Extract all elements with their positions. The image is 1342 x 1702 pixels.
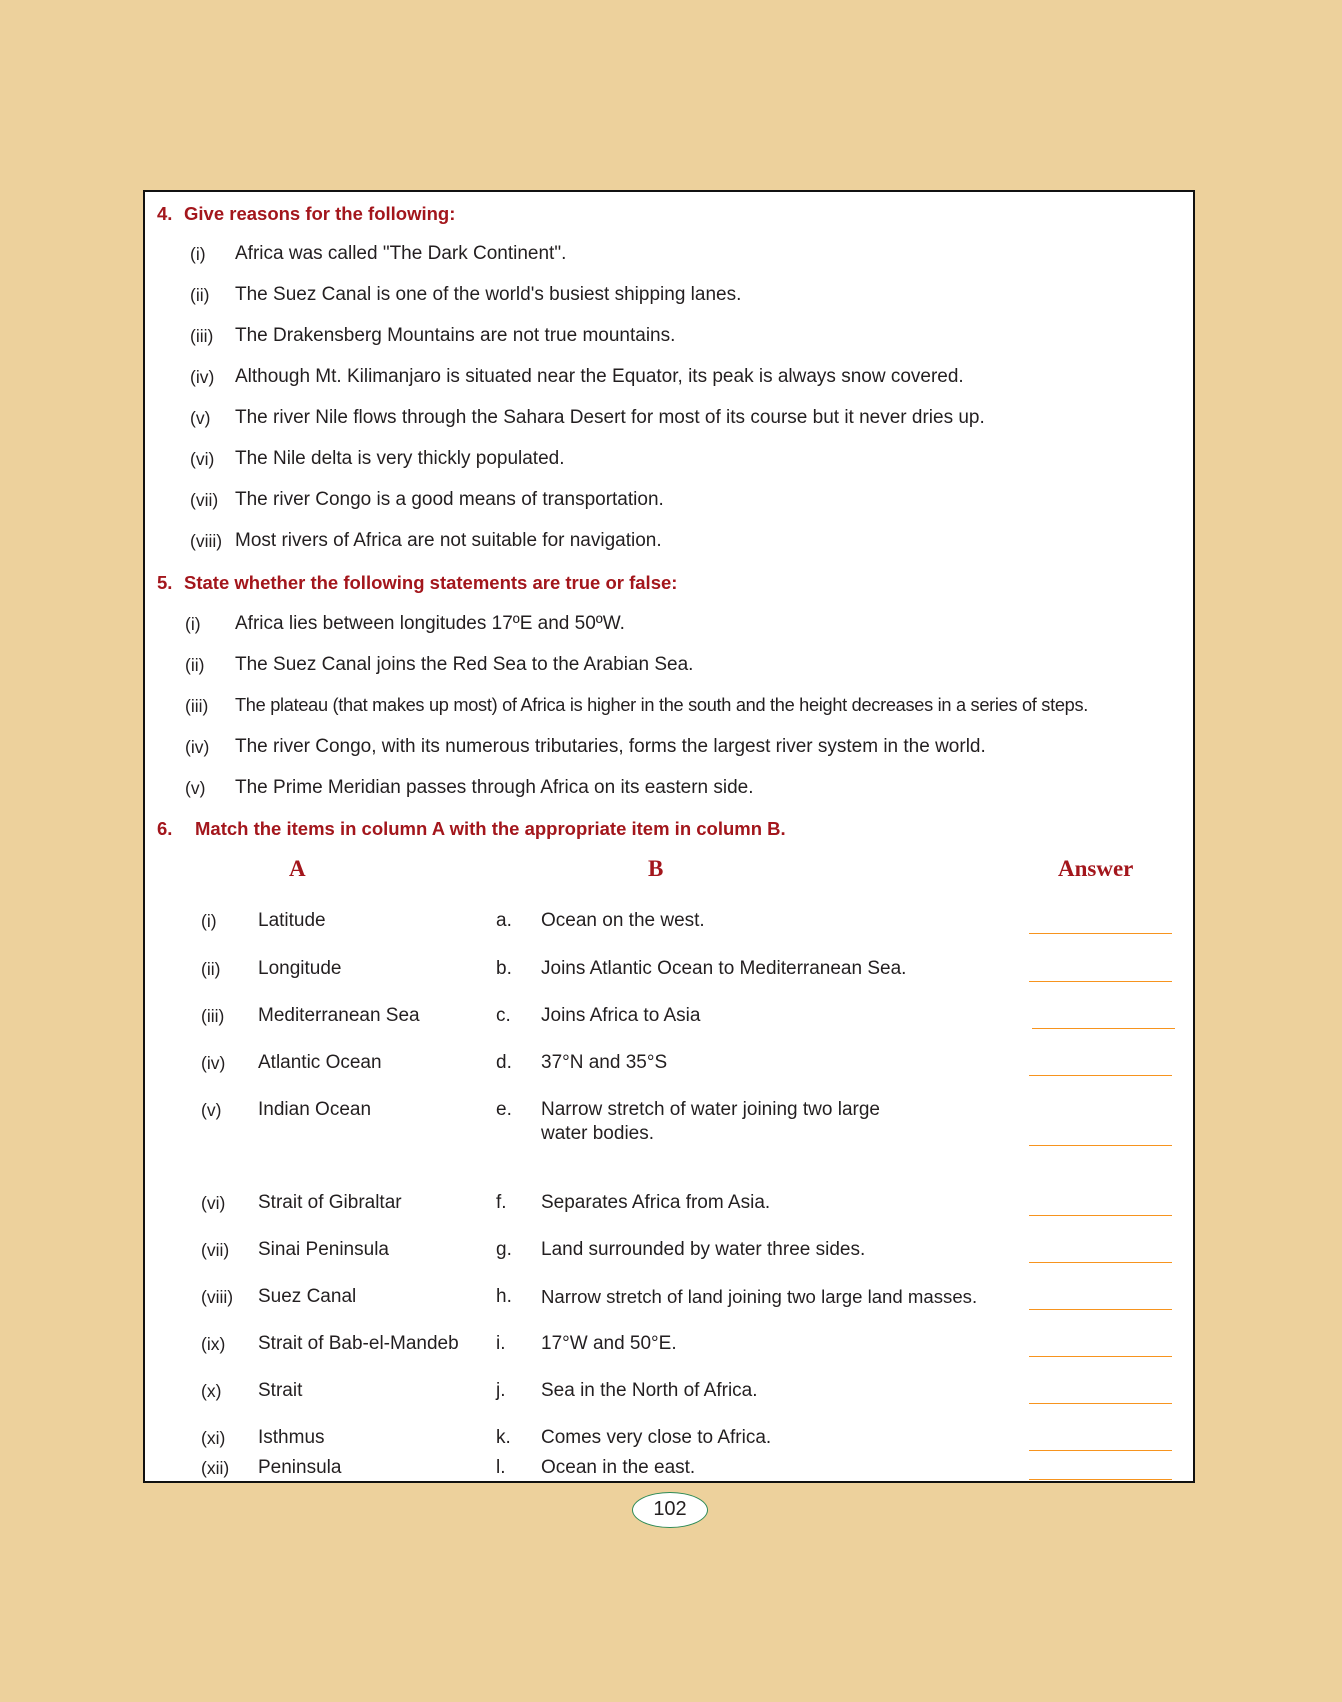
match-row-last bbox=[143, 1459, 1195, 1483]
column-b-letter: d. bbox=[496, 1052, 512, 1073]
match-row-number: (v) bbox=[201, 1100, 222, 1120]
column-a-item: Atlantic Ocean bbox=[258, 1052, 382, 1073]
match-row bbox=[145, 1005, 1197, 1051]
q4-item-number: (iii) bbox=[190, 326, 214, 346]
q4-number: 4. bbox=[157, 203, 173, 224]
answer-blank[interactable] bbox=[1029, 1075, 1172, 1076]
match-row-number: (xii) bbox=[201, 1458, 230, 1478]
q5-item-number: (iv) bbox=[185, 737, 210, 757]
answer-blank[interactable] bbox=[1029, 1356, 1172, 1357]
answer-blank[interactable] bbox=[1029, 1215, 1172, 1216]
page-number-badge: 102 bbox=[632, 1492, 708, 1528]
match-row-number: (iii) bbox=[201, 1006, 225, 1026]
q4-item-text: The Nile delta is very thickly populated. bbox=[235, 448, 565, 469]
q5-item-number: (i) bbox=[185, 614, 201, 634]
column-b-item: Joins Atlantic Ocean to Mediterranean Sea. bbox=[541, 958, 907, 979]
answer-blank[interactable] bbox=[1029, 1450, 1172, 1451]
column-a-item: Strait of Bab-el-Mandeb bbox=[258, 1333, 459, 1354]
answer-blank[interactable] bbox=[1029, 1145, 1172, 1146]
answer-blank[interactable] bbox=[1029, 1262, 1172, 1263]
column-b-item-continued: water bodies. bbox=[541, 1123, 655, 1144]
column-b-letter: b. bbox=[496, 958, 512, 979]
column-a-item: Sinai Peninsula bbox=[258, 1239, 389, 1260]
worksheet-panel bbox=[143, 190, 1195, 1483]
q5-item-text: The Prime Meridian passes through Africa on its eastern side. bbox=[235, 777, 754, 798]
q4-item-number: (ii) bbox=[190, 285, 210, 305]
column-b-letter: h. bbox=[496, 1286, 512, 1307]
column-b-letter: e. bbox=[496, 1099, 512, 1120]
column-b-letter: i. bbox=[496, 1333, 506, 1354]
match-row-number: (vi) bbox=[201, 1193, 226, 1213]
q6-number: 6. bbox=[157, 818, 173, 839]
q4-item-number: (v) bbox=[190, 408, 211, 428]
column-a-item: Strait bbox=[258, 1380, 303, 1401]
match-row bbox=[145, 1239, 1197, 1285]
q5-number: 5. bbox=[157, 572, 173, 593]
column-a-item: Peninsula bbox=[258, 1457, 342, 1478]
column-b-item: 17°W and 50°E. bbox=[541, 1333, 677, 1354]
column-b-item: Separates Africa from Asia. bbox=[541, 1192, 771, 1213]
column-b-letter: j. bbox=[496, 1380, 506, 1401]
q4-item-number: (viii) bbox=[190, 531, 223, 551]
match-row bbox=[145, 1192, 1197, 1238]
match-row-number: (iv) bbox=[201, 1053, 226, 1073]
answer-blank[interactable] bbox=[1032, 1028, 1175, 1029]
column-b-item: Land surrounded by water three sides. bbox=[541, 1239, 866, 1260]
column-a-header: A bbox=[289, 856, 306, 881]
q5-item-number: (iii) bbox=[185, 696, 209, 716]
answer-blank[interactable] bbox=[1029, 1403, 1172, 1404]
match-row-number: (viii) bbox=[201, 1287, 234, 1307]
match-row-number: (x) bbox=[201, 1381, 222, 1401]
answer-blank[interactable] bbox=[1029, 933, 1172, 934]
column-a-item: Mediterranean Sea bbox=[258, 1005, 420, 1026]
q4-item-number: (vi) bbox=[190, 449, 215, 469]
column-a-item: Isthmus bbox=[258, 1427, 325, 1448]
column-a-item: Longitude bbox=[258, 958, 342, 979]
q5-item-text: The plateau (that makes up most) of Africa is higher in the south and the height decreases in a series of steps. bbox=[235, 695, 1089, 715]
column-b-item: Narrow stretch of water joining two large bbox=[541, 1099, 880, 1120]
match-row bbox=[145, 958, 1197, 1004]
match-row bbox=[145, 1333, 1197, 1379]
column-b-item: Sea in the North of Africa. bbox=[541, 1380, 758, 1401]
q5-item-number: (v) bbox=[185, 778, 206, 798]
q4-item-number: (i) bbox=[190, 244, 206, 264]
match-row bbox=[145, 910, 1197, 956]
q4-item-text: Most rivers of Africa are not suitable for navigation. bbox=[235, 530, 662, 551]
column-a-item: Suez Canal bbox=[258, 1286, 357, 1307]
q4-item-text: Although Mt. Kilimanjaro is situated near the Equator, its peak is always snow covered. bbox=[235, 366, 964, 387]
match-row bbox=[145, 1380, 1197, 1426]
match-row-number: (ix) bbox=[201, 1334, 226, 1354]
column-b-item: 37°N and 35°S bbox=[541, 1052, 668, 1073]
answer-blank[interactable] bbox=[1029, 981, 1172, 982]
q4-item-text: The Suez Canal is one of the world's busiest shipping lanes. bbox=[235, 284, 742, 305]
match-row bbox=[145, 1052, 1197, 1098]
column-b-item: Ocean on the west. bbox=[541, 910, 705, 931]
q4-item-text: The river Nile flows through the Sahara Desert for most of its course but it never dries up. bbox=[235, 407, 985, 428]
match-row-number: (ii) bbox=[201, 959, 221, 979]
column-a-item: Strait of Gibraltar bbox=[258, 1192, 402, 1213]
column-a-item: Latitude bbox=[258, 910, 326, 931]
column-b-header: B bbox=[648, 856, 664, 881]
column-b-item: Comes very close to Africa. bbox=[541, 1427, 772, 1448]
column-b-letter: c. bbox=[496, 1005, 511, 1026]
answer-column-header: Answer bbox=[1058, 856, 1134, 881]
column-a-item: Indian Ocean bbox=[258, 1099, 372, 1120]
q5-title: State whether the following statements are true or false: bbox=[184, 572, 678, 593]
q4-item-text: The Drakensberg Mountains are not true mountains. bbox=[235, 325, 676, 346]
column-b-item: Joins Africa to Asia bbox=[541, 1005, 701, 1026]
match-row-number: (i) bbox=[201, 911, 217, 931]
match-row-number: (xi) bbox=[201, 1428, 226, 1448]
q4-title: Give reasons for the following: bbox=[184, 203, 456, 224]
q6-title: Match the items in column A with the appropriate item in column B. bbox=[195, 818, 786, 839]
q5-item-number: (ii) bbox=[185, 655, 205, 675]
q4-item-number: (vii) bbox=[190, 490, 219, 510]
q4-item-text: The river Congo is a good means of transportation. bbox=[235, 489, 664, 510]
q5-item-text: The river Congo, with its numerous tributaries, forms the largest river system in the world. bbox=[235, 736, 986, 757]
q5-item-text: The Suez Canal joins the Red Sea to the Arabian Sea. bbox=[235, 654, 694, 675]
q4-item-number: (iv) bbox=[190, 367, 215, 387]
q5-item-text: Africa lies between longitudes 17ºE and 50ºW. bbox=[235, 613, 625, 634]
column-b-letter: k. bbox=[496, 1427, 511, 1448]
column-b-letter: l. bbox=[496, 1457, 506, 1478]
column-b-item: Ocean in the east. bbox=[541, 1457, 696, 1478]
column-b-letter: g. bbox=[496, 1239, 512, 1260]
match-row bbox=[145, 1099, 1197, 1169]
q4-item-text: Africa was called "The Dark Continent". bbox=[235, 243, 567, 264]
column-b-item: Narrow stretch of land joining two large land masses. bbox=[541, 1286, 978, 1307]
column-b-letter: a. bbox=[496, 910, 512, 931]
column-b-letter: f. bbox=[496, 1192, 507, 1213]
answer-blank[interactable] bbox=[1029, 1479, 1172, 1480]
match-row bbox=[145, 1286, 1197, 1332]
answer-blank[interactable] bbox=[1029, 1309, 1172, 1310]
match-row-number: (vii) bbox=[201, 1240, 230, 1260]
